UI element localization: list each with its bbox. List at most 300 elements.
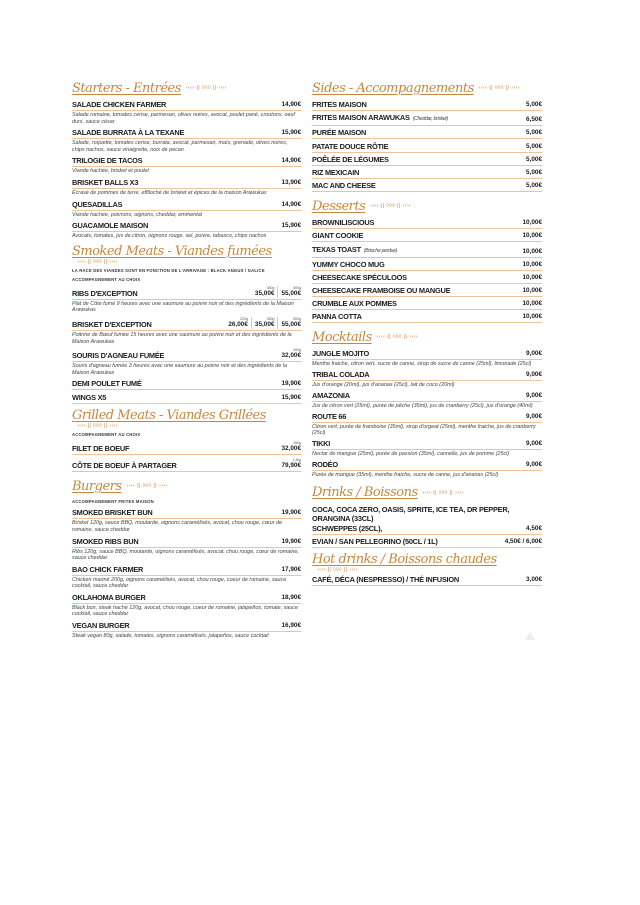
item-name-text: TEXAS TOAST (312, 244, 361, 254)
item-name-text: CHEESECAKE SPÉCULOOS (312, 272, 407, 282)
item-name (312, 273, 407, 282)
menu-item (72, 156, 301, 175)
item-name-text: SALADE CHICKEN FARMER (72, 100, 167, 109)
menu-item (312, 505, 542, 524)
portion-weight: 500g (293, 285, 301, 290)
item-name-text: WINGS X5 (72, 393, 107, 403)
portion-weight: 300g (266, 285, 275, 290)
menu-item-row (312, 505, 542, 524)
item-description: Viande hachée, brisket et poulet (72, 168, 149, 175)
item-price (278, 458, 301, 470)
item-name-text: PURÉE MAISON (312, 128, 367, 138)
menu-item (312, 218, 542, 229)
menu-item (312, 273, 542, 284)
menu-item (312, 299, 542, 310)
section-note: ACCOMPAGNEMENT FRITES MAISON (72, 499, 154, 505)
item-price: 14,90€ (281, 157, 301, 165)
item-name (72, 537, 138, 546)
ornament-icon: ‹‹‹‹·|| ◊◊◊ ||·›››› (317, 566, 358, 573)
ornament-icon: ‹‹‹‹·|| ◊◊◊ ||·›››› (376, 334, 418, 341)
item-price: 15,90€ (281, 394, 301, 402)
menu-section (312, 78, 542, 192)
item-name-text: GUACAMOLE MAISON (72, 221, 149, 231)
ornament-icon: ‹‹‹‹·|| ◊◊◊ ||·›››› (77, 258, 118, 265)
menu-section (312, 196, 542, 323)
item-name-text: RIZ MEXICAIN (312, 167, 360, 177)
price-value: 35,00€ (254, 289, 275, 297)
menu-section (72, 78, 301, 240)
item-name-text: CÔTE DE BOEUF À PARTAGER (72, 461, 177, 471)
menu-item-row (312, 168, 542, 179)
portion-weight: 220g (240, 316, 248, 321)
item-price: 6,50€ (526, 116, 542, 124)
price-value: 35,00€ (254, 320, 275, 328)
section-title: Grilled Meats - Viandes Grillées (72, 408, 266, 424)
item-name-text: SCHWEPPES (25CL), (312, 523, 383, 533)
price-value: 55,00€ (281, 289, 301, 297)
item-name (312, 168, 359, 177)
price-value: 26,00€ (228, 320, 248, 328)
item-name (72, 128, 184, 137)
price-value: 55,00€ (281, 320, 301, 328)
menu-item-row (312, 181, 542, 192)
menu-item-row (312, 100, 542, 111)
item-description: Brisket 120g, sauce BBQ, moutarde, oignons caramélisés, avocat, chou rouge, cœur de romaine, sauce cheddar (72, 520, 283, 533)
item-price: 4,50€ (526, 524, 542, 532)
section-header (72, 78, 301, 98)
item-price: 17,90€ (281, 565, 301, 573)
menu-item (312, 100, 542, 111)
item-price (278, 348, 301, 360)
price-option (277, 317, 301, 329)
menu-item (312, 113, 542, 126)
item-name (312, 349, 369, 358)
item-price: 10,00€ (522, 247, 542, 255)
section-note: ACCOMPAGNEMENT AU CHOIX (72, 276, 141, 282)
item-name-text: SMOKED RIBS BUN (72, 536, 139, 546)
menu-item-row (72, 221, 301, 232)
ornament-icon: ‹‹‹‹·|| ◊◊◊ ||·›››› (370, 203, 412, 210)
item-name-text: PANNA COTTA (312, 312, 362, 322)
ornament-icon: ‹‹‹‹·|| ◊◊◊ ||·›››› (422, 489, 464, 496)
section-header (72, 244, 301, 265)
item-price: 10,00€ (522, 273, 542, 281)
item-name (312, 524, 382, 533)
item-name (72, 320, 152, 329)
item-name-text: TRIBAL COLADA (312, 370, 370, 380)
menu-item (72, 565, 301, 590)
menu-item-row (72, 348, 301, 362)
menu-item (72, 508, 301, 533)
item-price: 14,90€ (281, 200, 301, 208)
menu-item-row (312, 273, 542, 284)
menu-item (72, 393, 301, 404)
section-title: Starters - Entrées (72, 80, 181, 96)
price-option (278, 348, 301, 360)
menu-item (312, 575, 542, 586)
item-price: 9,00€ (526, 392, 542, 399)
item-description: Menthe fraiche, citron vert, sucre de canne, sirop de sucre de canne (25ml), limonade (25cl) (312, 361, 532, 368)
item-description: Écrasé de pommes de terre, effiloché de brisket et épices de la maison Arawukas (72, 189, 267, 196)
menu-item-row (72, 508, 301, 519)
item-name (72, 156, 142, 165)
item-name (72, 221, 148, 230)
item-price: 10,00€ (522, 300, 542, 308)
item-name-text: TIKKI (312, 439, 331, 449)
section-title: Sides - Accompagnements (312, 80, 474, 96)
price-value: 32,00€ (281, 445, 301, 453)
menu-item-row (312, 142, 542, 153)
item-price: 16,90€ (281, 622, 301, 630)
item-price: 9,00€ (526, 350, 542, 358)
item-name (312, 460, 338, 469)
item-name (312, 231, 363, 240)
item-name-text: COCA, COCA ZERO, OASIS, SPRITE, ICE TEA, DR PEPPER, ORANGINA (33CL) (312, 504, 510, 523)
item-name-text: SMOKED BRISKET BUN (72, 508, 153, 518)
menu-item-row (312, 439, 542, 450)
menu-item-row (72, 128, 301, 139)
section-note: LA RACE DES VIANDES SONT EN FONCTION DE L'ARRIVAGE : BLACK ANGUS / GALICE (72, 267, 265, 273)
item-description: Plat de Côte fumé 9 heures avec une saumure au poivre noir et des ingrédients de la Maison Arawukas (72, 300, 294, 314)
item-name-text: GIANT COOKIE (312, 231, 364, 241)
item-name-text: SOURIS D'AGNEAU FUMÉE (72, 351, 165, 361)
item-price (225, 317, 301, 329)
item-name (72, 178, 138, 187)
item-name (72, 444, 129, 453)
item-name (72, 393, 106, 402)
item-name-text: POÊLÉE DE LÉGUMES (312, 154, 389, 164)
item-name-text: CAFÉ, DÉCA (NESPRESSO) / THÉ INFUSION (312, 574, 459, 584)
item-price: 14,90€ (281, 101, 301, 108)
section-title: Drinks / Boissons (312, 485, 418, 501)
item-price: 18,90€ (281, 593, 301, 601)
menu-right-column (312, 78, 542, 590)
item-name-text: JUNGLE MOJITO (312, 349, 369, 359)
item-price: 5,00€ (526, 142, 542, 150)
menu-item (72, 100, 301, 125)
item-price: 10,00€ (522, 287, 542, 295)
item-price: 5,00€ (526, 129, 542, 137)
item-name-text: RODÉO (312, 459, 338, 469)
menu-item-row (72, 286, 301, 300)
section-header (312, 483, 542, 503)
section-header (312, 552, 542, 573)
item-name-text: SALADE BURRATA À LA TEXANE (72, 128, 185, 138)
item-name (312, 181, 376, 190)
menu-item-row (312, 370, 542, 381)
menu-item (312, 260, 542, 271)
item-name (72, 100, 166, 109)
item-name (72, 508, 153, 517)
menu-item (72, 128, 301, 153)
section-title: Desserts (312, 198, 366, 214)
menu-item (72, 458, 301, 472)
item-name-text: TRILOGIE DE TACOS (72, 156, 143, 166)
item-description: Purée de mangue (35ml), menthe fraiche, sucre de canne, jus d'ananas (25cl) (312, 471, 499, 478)
price-value: 79,90€ (281, 462, 301, 470)
item-price: 19,90€ (281, 509, 301, 517)
item-name (312, 128, 366, 137)
item-name-text: BRISKET D'EXCEPTION (72, 319, 152, 329)
menu-item (72, 621, 301, 640)
item-name (72, 351, 164, 360)
item-name (312, 260, 384, 269)
price-option (278, 458, 301, 470)
item-name (312, 100, 367, 109)
logo-mark-icon (525, 632, 535, 640)
item-name-text: MAC AND CHEESE (312, 181, 376, 191)
menu-section (72, 476, 301, 639)
menu-item (312, 155, 542, 166)
item-name (312, 312, 362, 321)
menu-item-row (312, 155, 542, 166)
item-price: 9,00€ (526, 412, 542, 420)
menu-item (312, 412, 542, 437)
item-description: Salade, roquette, tomates cerise, burrata, avocat, parmesan, maïs, grenade, olives noires, chips nachos, sauce vinaigrette, noix de pecan (72, 140, 288, 153)
item-name-text: EVIAN / SAN PELLEGRINO (50CL / 1L) (312, 536, 438, 546)
section-note: ACCOMPAGNEMENT AU CHOIX (72, 432, 141, 438)
menu-item-row (72, 200, 301, 211)
menu-item (72, 317, 301, 345)
item-price: 4,50€ / 6,00€ (504, 537, 542, 545)
section-header (312, 327, 542, 347)
price-option (277, 286, 301, 298)
menu-item-row (72, 156, 301, 167)
section-title: Hot drinks / Boissons chaudes (312, 551, 497, 567)
ornament-icon: ‹‹‹‹·|| ◊◊◊ ||·›››› (185, 85, 227, 91)
item-description: Avocats, tomates, jus de citron, oignons rouge, sel, poivre, tabasco, chips nachos (72, 233, 267, 240)
menu-left-column (72, 78, 301, 644)
menu-item-row (72, 621, 301, 632)
item-name-text: AMAZONIA (312, 391, 350, 400)
menu-item-row (312, 412, 542, 423)
item-name (312, 412, 346, 421)
item-name (312, 142, 388, 151)
item-name-text: CHEESECAKE FRAMBOISE OU MANGUE (312, 286, 451, 296)
item-price: 13,90€ (281, 178, 301, 186)
menu-item-row (312, 349, 542, 360)
menu-item-row (312, 312, 542, 323)
item-note: (Cheddar, brisket) (412, 116, 448, 123)
menu-item (312, 370, 542, 389)
item-name (312, 391, 350, 400)
item-price: 10,00€ (522, 313, 542, 321)
item-name (72, 565, 143, 574)
item-price: 10,00€ (522, 260, 542, 268)
menu-item (312, 142, 542, 153)
item-name-text: ROUTE 66 (312, 411, 347, 421)
item-name-text: BROWNILISCIOUS (312, 218, 375, 228)
section-title: Burgers (72, 478, 122, 494)
item-price: 5,00€ (526, 168, 542, 176)
menu-item-row (72, 100, 301, 111)
section-header (72, 408, 301, 429)
item-name (72, 461, 177, 470)
item-name-text: DEMI POULET FUMÉ (72, 379, 142, 389)
menu-item-row (312, 113, 542, 126)
menu-item-row (72, 393, 301, 404)
item-name (72, 379, 142, 388)
item-name (312, 155, 389, 164)
menu-item (72, 537, 301, 562)
menu-section (72, 408, 301, 472)
item-name (312, 299, 397, 308)
menu-item-row (72, 379, 301, 390)
item-description: Citron vert, purée de framboise (35ml), sirop d'orgeat (25ml), menthe fraiche, jus de cranberry (25cl) (312, 423, 536, 437)
menu-item-row (312, 524, 542, 535)
item-price: 5,00€ (526, 101, 542, 108)
menu-item (312, 312, 542, 323)
ornament-icon: ‹‹‹‹·|| ◊◊◊ ||·›››› (478, 85, 520, 91)
menu-item-row (312, 391, 542, 402)
portion-weight: 400g (293, 348, 301, 353)
portion-weight: 1,2kg (292, 458, 301, 463)
menu-item-row (72, 178, 301, 189)
menu-item-row (312, 260, 542, 271)
item-name (312, 537, 438, 546)
menu-item-row (312, 231, 542, 242)
item-name (72, 200, 122, 209)
item-price: 19,90€ (281, 380, 301, 388)
section-title: Mocktails (312, 329, 372, 345)
item-name (312, 370, 369, 379)
item-description: Ribs 120g, sauce BBQ, moutarde, oignons caramélisés, avocat, chou rouge, cœur de romaine, sauce cheddar (72, 548, 299, 562)
item-price: 9,00€ (526, 371, 542, 379)
item-name-text: QUESADILLAS (72, 199, 123, 209)
menu-item (72, 286, 301, 314)
portion-weight: 500g (293, 316, 301, 321)
menu-item (72, 221, 301, 240)
item-name (312, 505, 538, 523)
menu-item-row (312, 218, 542, 229)
menu-item (312, 524, 542, 535)
section-header (312, 196, 542, 216)
item-name (312, 575, 459, 584)
item-name-text: CRUMBLE AUX POMMES (312, 299, 397, 309)
menu-item (72, 200, 301, 219)
menu-item-row (312, 537, 542, 548)
item-price: 15,90€ (281, 129, 301, 137)
menu-item-row (72, 593, 301, 604)
menu-item (72, 348, 301, 376)
item-note: (Brioche perdue) (363, 247, 398, 254)
item-price: 10,00€ (522, 219, 542, 227)
menu-item-row (72, 537, 301, 548)
item-name (72, 289, 138, 298)
menu-section (312, 483, 542, 548)
item-description: Salade romaine, tomates cerise, parmesan, olives noires, avocat, poulet pané, croutons, oeuf durs, sauce césar (72, 112, 295, 125)
item-price: 3,00€ (526, 575, 542, 583)
menu-item (312, 537, 542, 548)
item-price: 5,00€ (526, 155, 542, 163)
item-name-text: BAO CHICK FARMER (72, 564, 144, 574)
item-name (312, 286, 450, 295)
price-option (252, 286, 278, 298)
price-option (251, 317, 278, 329)
item-name-text: BRISKET BALLS X3 (72, 177, 139, 187)
menu-item-row (72, 565, 301, 576)
item-name-text: RIBS D'EXCEPTION (72, 288, 138, 298)
price-option (225, 317, 251, 329)
menu-item (312, 439, 542, 458)
item-description: Nectar de mangue (25ml), purée de passion (35ml), cannelle, jus de pomme (25cl) (312, 451, 510, 458)
menu-item-row (312, 575, 542, 586)
item-name (312, 245, 397, 256)
item-name-text: FRITES MAISON (312, 100, 367, 109)
menu-item-row (72, 441, 301, 455)
item-description: Viande hachée, poivrons, oignons, cheddar, emmental (72, 211, 202, 218)
item-price: 10,00€ (522, 232, 542, 240)
ornament-icon: ‹‹‹‹·|| ◊◊◊ ||·›››› (126, 483, 168, 490)
item-name (72, 621, 129, 630)
item-name (312, 218, 374, 227)
item-name (312, 113, 448, 124)
section-title: Smoked Meats - Viandes fumées (72, 243, 272, 259)
menu-item-row (312, 245, 542, 258)
item-price (252, 286, 301, 298)
section-header (72, 476, 301, 496)
menu-item (72, 178, 301, 197)
section-header (312, 78, 542, 98)
menu-item (312, 181, 542, 192)
item-name-text: FRITES MAISON ARAWUKAS (312, 113, 410, 123)
menu-item (312, 391, 542, 410)
item-name-text: OKLAHOMA BURGER (72, 592, 146, 602)
menu-item-row (312, 286, 542, 297)
price-value: 32,00€ (281, 352, 301, 360)
item-description: Poitrine de Bœuf fumée 15 heures avec une saumure au poivre noir et des ingrédients de la Maison Arawukas (72, 331, 292, 345)
item-name (312, 439, 330, 448)
menu-item (312, 286, 542, 297)
item-price: 15,90€ (281, 222, 301, 230)
menu-section (312, 552, 542, 586)
portion-weight: 250g (293, 441, 301, 446)
menu-item (72, 593, 301, 618)
price-option (278, 441, 301, 453)
item-description: Souris d'agneau fumée 3 heures avec une saumure au poivre noir et des ingrédients de la Maison Arawukas (72, 363, 287, 376)
menu-item (312, 231, 542, 242)
menu-item-row (72, 458, 301, 472)
item-description: Jus d'orange (20ml), jus d'ananas (25cl), lait de coco (20ml) (312, 382, 455, 389)
menu-item (312, 245, 542, 258)
ornament-icon: ‹‹‹‹·|| ◊◊◊ ||·›››› (77, 423, 118, 430)
item-name-text: PATATE DOUCE RÔTIE (312, 141, 389, 151)
menu-item-row (312, 128, 542, 139)
item-price (278, 441, 301, 453)
item-price: 5,00€ (526, 182, 542, 190)
menu-item (72, 441, 301, 455)
menu-item (312, 168, 542, 179)
menu-item (72, 379, 301, 390)
menu-section (72, 244, 301, 405)
menu-item-row (72, 317, 301, 331)
item-price: 9,00€ (526, 440, 542, 448)
item-name-text: YUMMY CHOCO MUG (312, 259, 385, 269)
menu-item-row (312, 299, 542, 310)
item-name (72, 593, 146, 602)
menu-item (312, 349, 542, 368)
item-description: Chicken mariné 200g, oignons caramélisés, avocat, chou rouge, coeur de romaine, sauce cocktail, sauce cheddar (72, 576, 287, 590)
item-description: Steak vegan 80g, salade, tomates, oignons caramélisés, jalapeños, sauce cocktail (72, 633, 269, 640)
item-description: Black bun, steak haché 120g, avocat, chou rouge, coeur de romaine, jalapeños, tomate, sauce cocktail, sauce cheddar (72, 604, 298, 618)
menu-item-row (312, 460, 542, 471)
item-price: 19,90€ (281, 537, 301, 545)
item-price: 9,00€ (526, 460, 542, 468)
menu-section (312, 327, 542, 478)
portion-weight: 300g (266, 316, 275, 321)
menu-item (312, 460, 542, 479)
item-name-text: FILET DE BOEUF (72, 444, 130, 454)
